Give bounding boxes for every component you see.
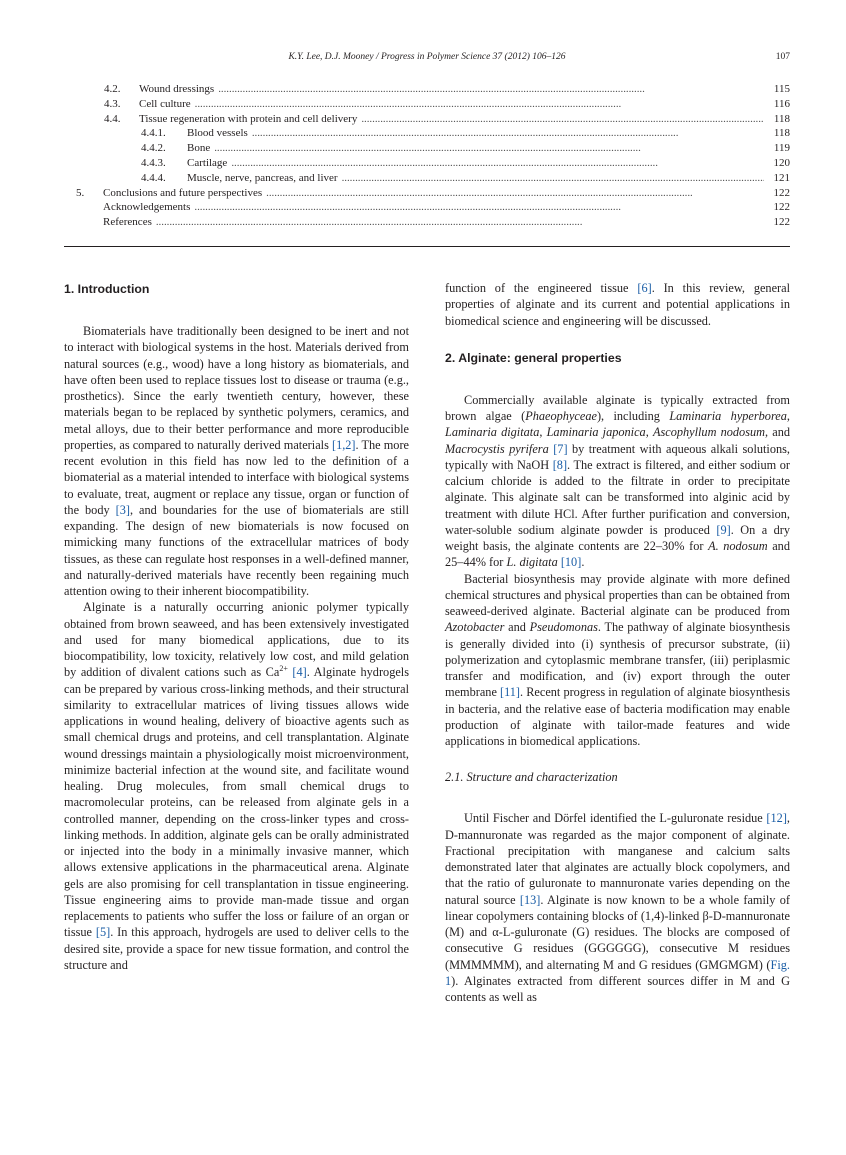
toc-leader-dots <box>266 186 764 201</box>
citation-link[interactable]: [11] <box>500 685 521 700</box>
right-column <box>445 280 790 1005</box>
text-run: and <box>504 620 530 635</box>
toc-entry[interactable] <box>64 126 790 141</box>
figure-link[interactable]: Fig. 1 <box>445 957 790 988</box>
text-run: Alginate is a naturally occurring anionic polymer typically obtained from brown seaweed, and has been extensively investigated and used for many biomedical applications, due to its biocompatibility, low toxicity, relatively low cost, and mild gelation by addition of divalent cations such as Ca <box>64 600 409 680</box>
text-run: . Alginate hydrogels can be prepared by various cross-linking methods, and their structural similarity to extracellular matrices of living tissues allows wide applications in wound healing, delivery of bioactive agents such as small chemical drugs and proteins, and cell transplantation. Alginate wound dressings maintain a physiologically moist microenvironment, minimize bacterial infection at the wound site, and facilitate wound healing. Drug molecules, from small chemical drugs to macromolecular proteins, can be released from alginate gels in a controlled manner, depending on the cross-linker types and cross-linking methods. In addition, alginate gels can be orally administrated or injected into the body in a minimally invasive manner, which allows extensive applications in the pharmaceutical arena. Alginate gels are also promising for cell transplantation in tissue engineering. Tissue engineering aims to provide man-made tissue and organ replacements to patients who suffer the loss or failure of an organ or tissue <box>64 665 410 940</box>
toc-entry-number: 5. <box>76 186 85 199</box>
toc-leader-dots <box>214 141 764 156</box>
section-divider <box>64 246 790 247</box>
toc-entry-page: 118 <box>773 112 790 125</box>
small-caps-letter: L <box>659 811 667 826</box>
toc-entry-title: Wound dressings <box>139 83 215 95</box>
toc-entry-number: 4.4.4. <box>141 171 166 184</box>
species-name: Pseudomonas <box>529 620 598 635</box>
toc-entry[interactable] <box>64 156 790 171</box>
text-run: -mannuronate was regarded as the major component of alginate. Fractional precipitation with manganese and calcium salts demonstrated later that alginates are actually block copolymers, and that the ratio of guluronate to mannuronate varies depending on the natural source <box>445 827 790 907</box>
text-run: . <box>581 555 585 570</box>
species-name: A. nodosum <box>708 539 768 553</box>
species-name: Ascophyllum nodosum <box>652 425 766 440</box>
citation-link[interactable]: [13] <box>519 892 541 907</box>
toc-entry-title: Bone <box>187 142 211 155</box>
citation-link[interactable]: [10] <box>560 555 582 570</box>
paragraph <box>64 599 409 973</box>
toc-entry-page: 122 <box>773 216 790 229</box>
text-run: by treatment with aqueous alkali solutions, typically with NaOH <box>445 441 790 472</box>
toc-leader-dots <box>231 156 764 171</box>
text-run: . The more recent evolution in this field has now led to the definition of a biomaterial as a material intended to interface with biological systems to evaluate, treat, augment or replace any tissue, organ or function of the body <box>64 437 409 517</box>
toc-entry-page: 122 <box>773 186 790 199</box>
page-number: 107 <box>775 52 790 62</box>
section-heading-introduction: 1. Introduction <box>64 282 150 296</box>
species-name: L. digitata <box>506 555 558 570</box>
toc-entry-title: Conclusions and future perspectives <box>103 186 263 199</box>
toc-entry[interactable] <box>64 82 790 97</box>
toc-entry-number: 4.3. <box>104 97 121 110</box>
toc-entry[interactable] <box>64 112 790 127</box>
toc-entry-page: 116 <box>773 97 790 110</box>
text-run: . In this approach, hydrogels are used to deliver cells to the desired site, provide a space for new tissue formation, and control the structure and <box>64 925 409 972</box>
paragraph <box>445 571 790 750</box>
text-run: . The extract is filtered, and either sodium or calcium chloride is added to the filtrate in order to precipitate alginate. This alginate salt can be transformed into alginic acid by treatment with dilute HCl. After further purification and conversion, water-soluble sodium alginate powder is produced <box>445 457 790 537</box>
paragraph <box>445 280 790 329</box>
text-run: ). Alginates extracted from different sources differ in M and G contents as well as <box>445 973 790 1004</box>
citation-link[interactable]: [9] <box>716 522 731 537</box>
toc-entry-title: Tissue regeneration with protein and cell delivery <box>139 112 358 125</box>
toc-entry-title: Cell culture <box>139 97 191 110</box>
text-run: and 25–44% for <box>445 539 790 570</box>
citation-link[interactable]: [6] <box>637 281 652 295</box>
text-run: -guluronate (G) residues. The blocks are composed of consecutive G residues (GGGGGG), consecutive M residues (MMMMMM), and alternating M and G residues (GMGMGM) ( <box>445 925 790 972</box>
toc-entry-title: Acknowledgements <box>103 201 191 214</box>
toc-entry-title: Cartilage <box>187 156 228 169</box>
small-caps-letter: L <box>502 925 511 939</box>
text-run: , <box>786 811 790 826</box>
running-head-citation: K.Y. Lee, D.J. Mooney / Progress in Polymer Science 37 (2012) 106–126 <box>288 52 566 62</box>
text-run: , and boundaries for the use of biomaterials are still expanding. The design of new biomaterials is now focused on mimicking many functions of the extracellular matrices of body tissues, as these can regulate host responses in a well-defined manner, and naturally-derived materials have recently been regaining much attention owing to their inherent biocompatibility. <box>64 502 409 598</box>
species-name: Phaeophyceae <box>525 409 597 423</box>
toc-entry[interactable] <box>64 171 790 186</box>
paragraph <box>445 392 790 571</box>
text-run: function of the engineered tissue <box>445 281 638 295</box>
toc-entry-title: Blood vessels <box>187 127 248 140</box>
toc-leader-dots <box>195 97 764 112</box>
toc-entry[interactable] <box>64 97 790 112</box>
superscript: 2+ <box>279 664 288 674</box>
toc-entry-page: 115 <box>773 83 790 95</box>
species-name: Laminaria hyperborea <box>669 409 787 423</box>
small-caps-letter: D <box>712 908 722 923</box>
text-run: -mannuronate (M) and α- <box>445 908 790 939</box>
toc-entry-page: 122 <box>773 201 790 214</box>
text-run: . The pathway of alginate biosynthesis is generally divided into (i) synthesis of precursor substrate, (ii) polymerization and cytoplasmic membrane transfer, (iii) periplasmic transfer and modification, and (iv) export through the outer membrane <box>445 620 790 700</box>
toc-entry[interactable] <box>64 200 790 215</box>
toc-entry-number: 4.4.1. <box>141 127 166 140</box>
toc-entry-number: 4.2. <box>104 83 121 95</box>
small-caps-letter: D <box>445 827 454 842</box>
citation-link[interactable]: [8] <box>552 457 568 472</box>
toc-leader-dots <box>194 200 764 215</box>
text-run: . In this review, general properties of alginate and its current and potential applications in biomedical science and engineering will be discussed. <box>445 281 790 328</box>
species-name: Macrocystis pyrifera <box>445 441 549 456</box>
text-run: Bacterial biosynthesis may provide alginate with more defined chemical structures and physical properties than can be obtained from seaweed-derived alginate. Bacterial alginate can be produced from <box>445 571 790 618</box>
toc-entry-page: 119 <box>773 142 790 155</box>
toc-leader-dots <box>218 82 764 97</box>
toc-entry[interactable] <box>64 141 790 156</box>
citation-link[interactable]: [7] <box>553 441 568 456</box>
paragraph <box>445 810 790 1005</box>
species-name: Azotobacter <box>445 620 505 635</box>
citation-link[interactable]: [1,2] <box>331 437 356 452</box>
running-head <box>64 52 790 66</box>
toc-leader-dots <box>342 171 764 186</box>
subsection-heading-structure: 2.1. Structure and characterization <box>445 770 618 785</box>
text-run: , <box>645 425 653 440</box>
toc-entry-page: 121 <box>773 171 790 184</box>
toc-entry[interactable] <box>64 215 790 230</box>
left-column <box>64 280 409 973</box>
toc-entry-page: 120 <box>773 156 790 169</box>
toc-entry-number: 4.4. <box>104 112 121 125</box>
toc-entry[interactable] <box>64 186 790 201</box>
citation-link[interactable]: [3] <box>115 502 130 517</box>
text-run: Until Fischer and Dörfel identified the <box>464 811 660 826</box>
text-run: , <box>786 409 790 423</box>
table-of-contents <box>64 82 790 230</box>
section-heading-alginate-general-properties: 2. Alginate: general properties <box>445 350 622 365</box>
toc-leader-dots <box>156 215 764 230</box>
text-run: Commercially available alginate is typically extracted from brown algae ( <box>445 392 790 423</box>
toc-leader-dots <box>252 126 764 141</box>
toc-entry-number: 4.4.3. <box>141 156 166 169</box>
toc-entry-title: References <box>103 216 152 229</box>
citation-link[interactable]: [5] <box>95 925 111 940</box>
species-name: Laminaria digitata <box>445 425 540 440</box>
toc-leader-dots <box>361 112 764 127</box>
text-run: . Recent progress in regulation of alginate biosynthesis in bacteria, and the relative ease of bacteria modification may enable production of alginate with tailor-made features and wide applications in biomedical applications. <box>445 685 790 748</box>
text-run: Biomaterials have traditionally been designed to be inert and not to interact with biological systems in the host. Materials derived from natural sources (e.g., wood) have a long history as biomaterials, and have often been used to replace tissues lost to disease or trauma (e.g., prosthetics). Since the early twentieth century, however, these materials began to be replaced by synthetic polymers, ceramics, and metal alloys, due to their better performance and more reproducible properties, as compared to naturally derived materials <box>64 324 409 452</box>
text-run: . On a dry weight basis, the alginate contents are 22–30% for <box>445 522 790 553</box>
toc-entry-title: Muscle, nerve, pancreas, and liver <box>187 171 338 184</box>
text-run: ), including <box>596 409 670 423</box>
toc-entry-number: 4.4.2. <box>141 142 166 155</box>
text-run: -guluronate residue <box>666 811 767 826</box>
paragraph <box>64 323 409 599</box>
citation-link[interactable]: [12] <box>766 811 787 826</box>
toc-entry-page: 118 <box>773 127 790 140</box>
text-run: , <box>539 425 547 440</box>
citation-link[interactable]: [4] <box>292 665 307 680</box>
text-run: . Alginate is now known to be a whole family of linear copolymers containing blocks of (1,4)-linked β- <box>445 892 790 923</box>
species-name: Laminaria japonica <box>546 425 646 440</box>
text-run: , and <box>765 425 790 440</box>
